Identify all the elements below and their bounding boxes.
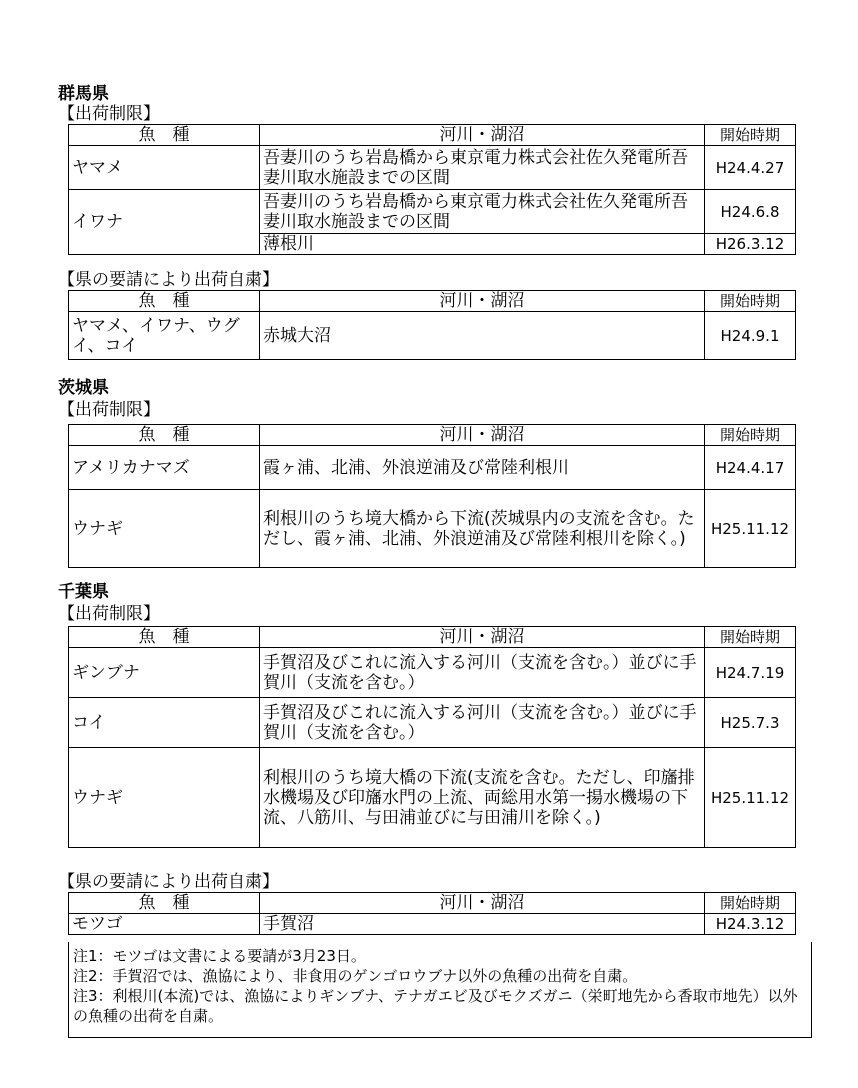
cell-species: イワナ [69,190,260,255]
section-label-gunma-selfrestraint: 【県の要請により出荷自粛】 [58,270,279,290]
table-header-row [69,893,796,914]
table-header-row [69,291,796,312]
table-gunma-restriction [68,124,796,255]
table-row [69,312,796,360]
header-date: 開始時期 [705,291,796,312]
notes-box [68,942,812,1038]
cell-date: H24.9.1 [705,312,796,360]
cell-water: 利根川のうち境大橋の下流(支流を含む。ただし、印旛排水機場及び印旛水門の上流、両総用水第一揚水機場の下流、八筋川、与田浦並びに与田浦川を除く。) [260,748,705,848]
cell-water: 赤城大沼 [260,312,705,360]
cell-species: モツゴ [69,914,260,935]
table-ibaraki-restriction [68,424,796,568]
header-water: 河川・湖沼 [260,291,705,312]
header-species: 魚 種 [69,425,260,446]
cell-species: ギンブナ [69,648,260,698]
table-row [69,190,796,234]
table-row [69,748,796,848]
table-chiba-restriction [68,626,796,848]
table-gunma-selfrestraint [68,290,796,360]
section-label-chiba-selfrestraint: 【県の要請により出荷自粛】 [58,872,279,892]
header-date: 開始時期 [705,893,796,914]
section-label-chiba-restriction: 【出荷制限】 [58,604,160,624]
table-row [69,490,796,568]
cell-date: H25.11.12 [705,748,796,848]
header-species: 魚 種 [69,627,260,648]
table-row [69,698,796,748]
prefecture-title-chiba: 千葉県 [58,582,109,602]
cell-date: H25.7.3 [705,698,796,748]
cell-water: 利根川のうち境大橋から下流(茨城県内の支流を含む。ただし、霞ヶ浦、北浦、外浪逆浦及び常陸利根川を除く。) [260,490,705,568]
table-header-row [69,125,796,146]
cell-water: 薄根川 [260,234,705,255]
table-row [69,914,796,935]
cell-water: 手賀沼 [260,914,705,935]
prefecture-title-gunma: 群馬県 [58,84,109,104]
cell-date: H24.3.12 [705,914,796,935]
prefecture-title-ibaraki: 茨城県 [58,378,109,398]
cell-species: アメリカナマズ [69,446,260,490]
cell-species: ヤマメ [69,146,260,190]
cell-date: H26.3.12 [705,234,796,255]
table-chiba-selfrestraint [68,892,796,935]
header-water: 河川・湖沼 [260,627,705,648]
cell-date: H24.7.19 [705,648,796,698]
cell-species: ヤマメ、イワナ、ウグイ、コイ [69,312,260,360]
table-row [69,146,796,190]
section-label-ibaraki-restriction: 【出荷制限】 [58,400,160,420]
header-species: 魚 種 [69,291,260,312]
table-row [69,446,796,490]
header-water: 河川・湖沼 [260,425,705,446]
note-3: 注3：利根川(本流)では、漁協によりギンブナ、テナガエビ及びモクズガニ（栄町地先から香取市地先）以外の魚種の出荷を自粛。 [73,987,798,1025]
cell-water: 吾妻川のうち岩島橋から東京電力株式会社佐久発電所吾妻川取水施設までの区間 [260,146,705,190]
header-date: 開始時期 [705,125,796,146]
note-2: 注2：手賀沼では、漁協により、非食用のゲンゴロウブナ以外の魚種の出荷を自粛。 [73,967,638,985]
cell-date: H24.4.17 [705,446,796,490]
header-date: 開始時期 [705,627,796,648]
cell-species: コイ [69,698,260,748]
header-species: 魚 種 [69,893,260,914]
header-species: 魚 種 [69,125,260,146]
note-1: 注1：モツゴは文書による要請が3月23日。 [73,947,366,965]
table-row [69,648,796,698]
header-water: 河川・湖沼 [260,893,705,914]
cell-species: ウナギ [69,748,260,848]
header-date: 開始時期 [705,425,796,446]
table-header-row [69,627,796,648]
cell-species: ウナギ [69,490,260,568]
section-label-gunma-restriction: 【出荷制限】 [58,104,160,124]
cell-water: 吾妻川のうち岩島橋から東京電力株式会社佐久発電所吾妻川取水施設までの区間 [260,190,705,234]
cell-date: H25.11.12 [705,490,796,568]
cell-water: 手賀沼及びこれに流入する河川（支流を含む。）並びに手賀川（支流を含む。） [260,698,705,748]
cell-date: H24.4.27 [705,146,796,190]
cell-date: H24.6.8 [705,190,796,234]
cell-water: 霞ヶ浦、北浦、外浪逆浦及び常陸利根川 [260,446,705,490]
header-water: 河川・湖沼 [260,125,705,146]
cell-water: 手賀沼及びこれに流入する河川（支流を含む。）並びに手賀川（支流を含む。） [260,648,705,698]
table-header-row [69,425,796,446]
